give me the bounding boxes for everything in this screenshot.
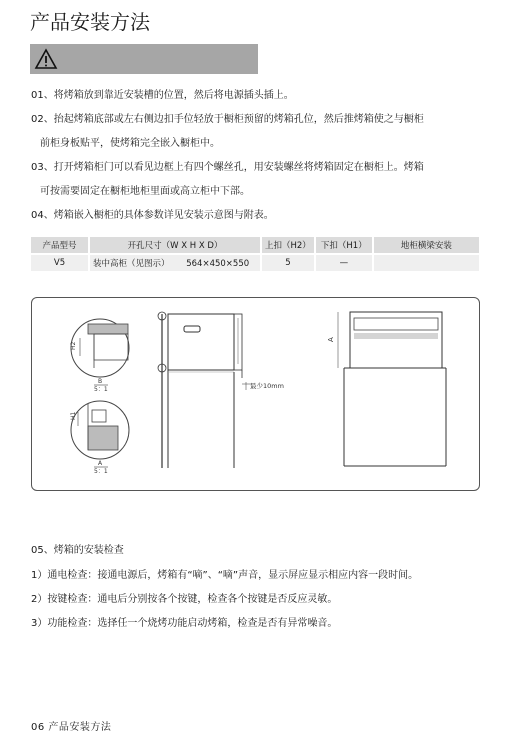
table-cell-upper: 5	[261, 254, 315, 271]
installation-drawing	[32, 298, 481, 492]
opening-dims: 564×450×550	[186, 259, 250, 269]
installation-diagram	[31, 297, 480, 491]
step-02-cont: 前柜身板贴平，使烤箱完全嵌入橱柜中。	[40, 138, 220, 149]
section-a-label: A	[98, 460, 103, 467]
warning-banner	[30, 44, 258, 74]
table-header: 开孔尺寸（W X H X D）	[89, 237, 261, 254]
step-03-cont: 可按需要固定在橱柜地柜里面或高立柜中下部。	[40, 186, 250, 197]
check-item-function: 3）功能检查：选择任一个烧烤功能启动烤箱，检查是否有异常噪音。	[31, 618, 338, 629]
table-header: 产品型号	[31, 237, 89, 254]
table-header: 地柜横梁安装	[373, 237, 479, 254]
table-cell-beam	[373, 254, 479, 271]
table-header-row	[31, 237, 479, 254]
table-cell-opening	[89, 254, 261, 271]
table-cell-lower: —	[315, 254, 373, 271]
step-03: 03、打开烤箱柜门可以看见边框上有四个螺丝孔，用安装螺丝将烤箱固定在橱柜上。烤箱	[31, 162, 424, 173]
spec-table	[31, 237, 479, 271]
warning-triangle-icon	[34, 48, 58, 70]
step-01: 01、将烤箱放到靠近安装槽的位置，然后将电源插头插上。	[31, 90, 294, 101]
section-b-label: B	[98, 378, 103, 385]
detail-a	[70, 401, 129, 459]
check-item-power: 1）通电检查：接通电源后，烤箱有“嘀”、“嘀”声音，显示屏应显示相应内容一段时间。	[31, 570, 419, 581]
section-b-scale: 5：1	[94, 386, 108, 393]
detail-b	[70, 319, 129, 377]
table-cell-model: V5	[31, 254, 89, 271]
min-gap-label: 最少10mm	[250, 382, 284, 390]
step-04: 04、烤箱嵌入橱柜的具体参数详见安装示意图与附表。	[31, 210, 274, 221]
table-header: 上扣（H2）	[261, 237, 315, 254]
step-02: 02、抬起烤箱底部或左右侧边扣手位轻放于橱柜预留的烤箱孔位，然后推烤箱使之与橱柜	[31, 114, 424, 125]
section-a-scale: 5：1	[94, 468, 108, 475]
opening-desc: 装中高柜（见图示）	[93, 259, 170, 269]
check-section-title: 05、烤箱的安装检查	[31, 545, 124, 556]
label-h1: H1	[70, 411, 77, 420]
front-view	[327, 312, 446, 466]
table-row	[31, 254, 479, 271]
side-section-view	[158, 312, 284, 468]
page-footer: 06 产品安装方法	[31, 722, 112, 733]
check-item-keys: 2）按键检查：通电后分别按各个按键，检查各个按键是否反应灵敏。	[31, 594, 338, 605]
page-title: 产品安装方法	[30, 10, 150, 34]
label-h2: H2	[70, 341, 77, 350]
table-header: 下扣（H1）	[315, 237, 373, 254]
dimension-a-label: A	[327, 337, 335, 342]
